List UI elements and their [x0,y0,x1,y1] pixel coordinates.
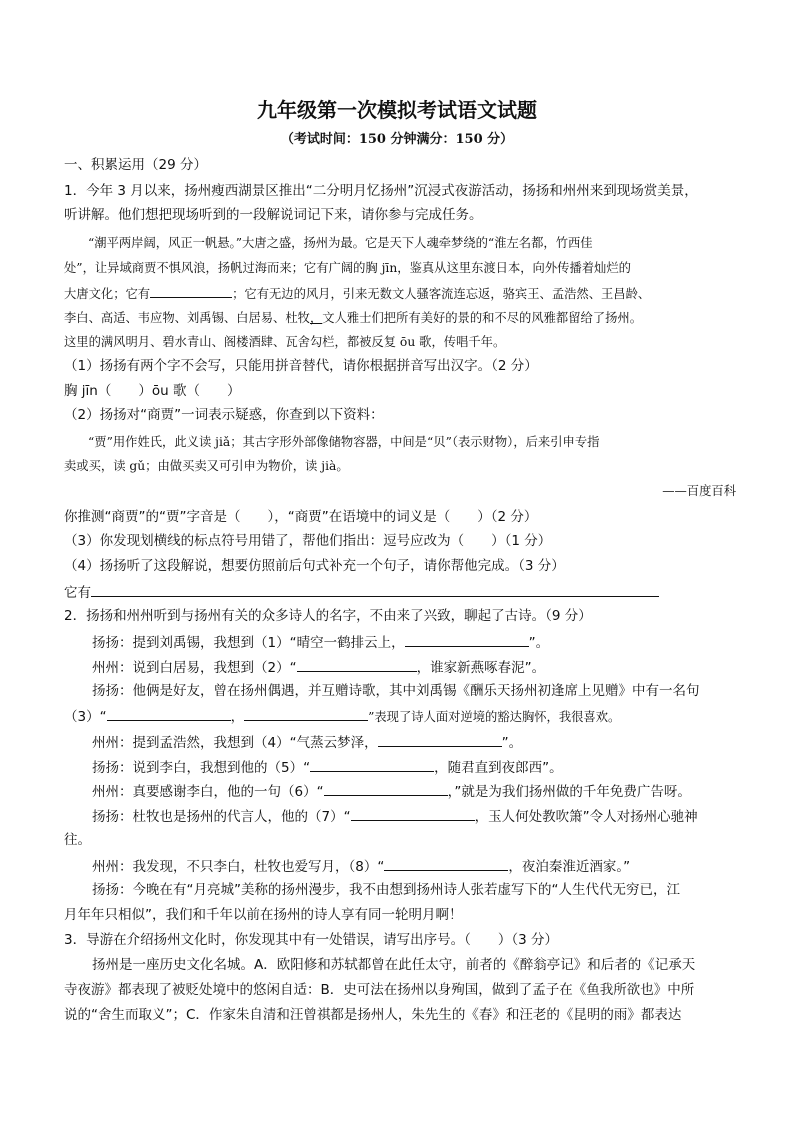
passage-line-1: “潮平两岸阔，风正一帆悬。”大唐之盛，扬州为最。它是天下人魂牵梦绕的“淮左名都，竹西佳 [88,236,593,250]
answer-blank[interactable] [91,582,659,597]
blank-4[interactable] [378,732,502,747]
dialog-5 [92,757,563,778]
dialog-3b-comma: ， [230,709,245,725]
answer-prefix: 它有 [64,585,91,601]
passage-line-2: 处”，让异域商贾不惧风浪，扬帆过海而来；它有广阔的胸 jīn，鉴真从这里东渡日本，向外传播着灿烂的 [64,261,631,275]
blank-3b[interactable] [244,706,368,721]
dialog-6 [92,781,691,802]
q2-intro: 2．扬扬和州州听到与扬州有关的众多诗人的名字，不由来了兴致，聊起了古诗。（9 分） [64,608,592,624]
blank-8[interactable] [384,856,508,871]
q1-line1: 1．今年 3 月以来，扬州瘦西湖景区推出“二分明月忆扬州”沉浸式夜游活动，扬扬和州州来到现场赏美景， [64,183,698,199]
blank-5[interactable] [310,757,434,772]
q3-para-2: 寺夜游》都表现了被贬处境中的悠闲自适：B．史可法在扬州以身殉国，做到了孟子在《鱼我所欲也》中所 [64,982,695,998]
blank-2[interactable] [297,657,417,672]
blank-3a[interactable] [107,706,231,721]
q1-sub4-answer-line[interactable] [64,582,659,603]
q3-para-1: 扬州是一座历史文化名城。A．欧阳修和苏轼都曾在此任太守，前者的《醉翁亭记》和后者的《记承天 [92,957,696,973]
q1-sub3[interactable]: （3）你发现划横线的标点符号用错了，帮他们指出：逗号应改为（ ）（1 分） [64,533,552,549]
dialog-1-text: 扬扬：提到刘禹锡，我想到（1）“晴空一鹤排云上， [92,635,405,651]
reference-line-1: “贾”用作姓氏，此义读 jiǎ；其古字形外部像储物容器，中间是“贝”（表示财物），后来引申专指 [88,435,600,449]
q1-sub1: （1）扬扬有两个字不会写，只能用拼音替代，请你根据拼音写出汉字。（2 分） [64,358,538,374]
dialog-8-text: 州州：我发现，不只李白，杜牧也爱写月，（8）“ [92,859,385,875]
dialog-6-end: ，”就是为我们扬州做的千年免费广告呀。 [447,784,691,800]
q1-sub2: （2）扬扬对“商贾”一词表示疑惑，你查到以下资料： [64,407,384,423]
underlined-comma: ， [309,311,323,325]
dialog-4 [92,732,522,753]
page-title: 九年级第一次模拟考试语文试题 [257,98,537,122]
dialog-8-end: ，夜泊秦淮近酒家。” [508,859,631,875]
q1-sub1-blanks[interactable]: 胸 jīn（ ）ōu 歌（ ） [64,383,241,399]
blank-7[interactable] [351,806,475,821]
dialog-7-end: ，玉人何处教吹箫”令人对扬州心驰神 [474,809,698,825]
dialog-3b-end: ”表现了诗人面对逆境的豁达胸怀，我很喜欢。 [368,710,621,724]
passage-line-4a: 李白、高适、韦应物、刘禹锡、白居易、杜牧 [64,311,310,325]
passage-blank[interactable] [150,283,232,298]
passage-line-3 [64,283,650,304]
q1-sub4: （4）扬扬听了这段解说，想要仿照前后句式补充一个句子，请你帮他完成。（3 分） [64,558,565,574]
dialog-5-text: 扬扬：说到李白，我想到他的（5）“ [92,760,311,776]
dialog-2-text: 州州：说到白居易，我想到（2）“ [92,660,297,676]
blank-1[interactable] [405,632,529,647]
dialog-5-end: ，随君直到夜郎西”。 [434,760,563,776]
dialog-9-cont: 月年年只相似”，我们和千年以前在扬州的诗人享有同一轮明月啊！ [64,907,463,923]
dialog-6-text: 州州：真要感谢李白，他的一句（6）“ [92,784,324,800]
dialog-2 [92,657,545,678]
blank-6[interactable] [324,781,448,796]
passage-line-5: 这里的满风明月、碧水青山、阁楼酒肆、瓦舍勾栏，都被反复 ōu 歌，传唱千年。 [64,335,506,349]
dialog-4-end: ”。 [501,735,523,751]
q1-sub2-question[interactable]: 你推测“商贾”的“贾”字音是（ ），“商贾”在语境中的词义是（ ）（2 分） [64,509,538,525]
section-heading: 一、积累运用（29 分） [64,157,207,173]
dialog-7-cont: 往。 [64,832,91,848]
dialog-1-end: ”。 [528,635,550,651]
dialog-7 [92,806,698,827]
page-subtitle: （考试时间：150 分钟满分：150 分） [280,132,514,147]
passage-line-4 [64,308,642,328]
dialog-9: 扬扬：今晚在有“月亮城”美称的扬州漫步，我不由想到扬州诗人张若虚写下的“人生代代无穷已，江 [92,882,680,898]
dialog-3b [64,706,620,727]
q3-intro[interactable]: 3．导游在介绍扬州文化时，你发现其中有一处错误，请写出序号。（ ）（3 分） [64,932,558,948]
reference-source: ——百度百科 [662,484,736,498]
dialog-1 [92,632,549,653]
dialog-4-text: 州州：提到孟浩然，我想到（4）“气蒸云梦泽， [92,735,378,751]
dialog-3b-start: （3）“ [64,709,107,725]
passage-line-4c: 文人雅士们把所有美好的景的和不尽的风雅都留给了扬州。 [322,311,642,325]
dialog-3: 扬扬：他俩是好友，曾在扬州偶遇，并互赠诗歌，其中刘禹锡《酬乐天扬州初逢席上见赠》中有一名句 [92,683,700,699]
dialog-7-text: 扬扬：杜牧也是扬州的代言人，他的（7）“ [92,809,351,825]
reference-line-2: 卖或买，读 gǔ；由做买卖又可引申为物价，读 jià。 [64,459,349,473]
q1-line2: 听讲解。他们想把现场听到的一段解说词记下来，请你参与完成任务。 [64,207,483,223]
dialog-8 [92,856,630,877]
passage-line-3a: 大唐文化；它有 [64,287,151,301]
passage-line-3b: ；它有无边的风月，引来无数文人骚客流连忘返，骆宾王、孟浩然、王昌龄、 [232,287,651,301]
q3-para-3: 说的“舍生而取义”；C．作家朱自清和汪曾祺都是扬州人，朱先生的《春》和汪老的《昆明的雨》都表达 [64,1007,682,1023]
dialog-2-end: ，谁家新燕啄春泥”。 [416,660,546,676]
